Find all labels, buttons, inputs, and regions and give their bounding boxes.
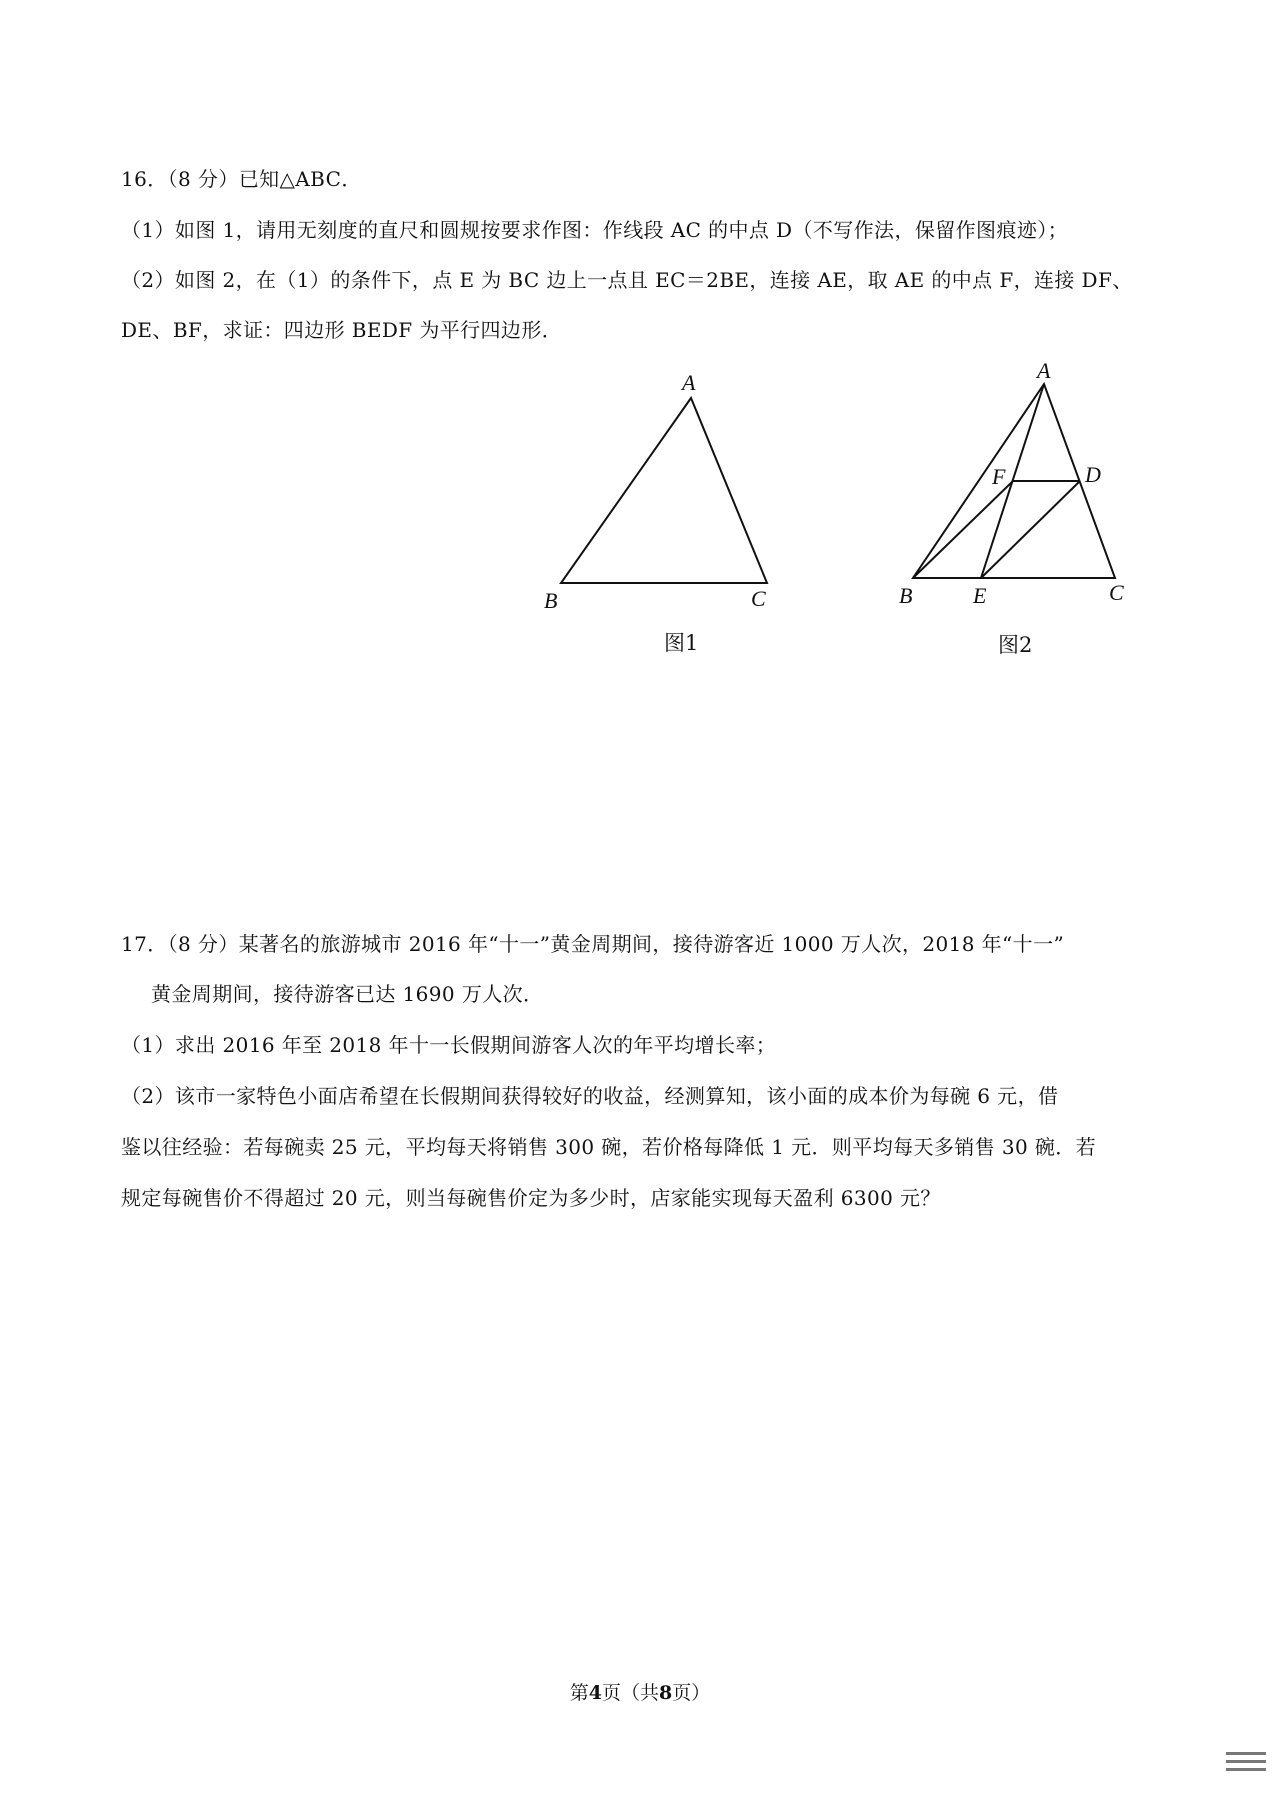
q17-part2-line3: 规定每碗售价不得超过 20 元，则当每碗售价定为多少时，店家能实现每天盈利 6300 元？	[121, 1186, 941, 1210]
figure2-label-b: B	[899, 583, 913, 608]
footer-page-number: 4	[588, 1682, 602, 1704]
figure1-label-a: A	[682, 370, 696, 395]
q17-part1: （1）求出 2016 年至 2018 年十一长假期间游客人次的年平均增长率；	[121, 1033, 777, 1057]
figure2-caption: 图2	[998, 633, 1033, 657]
figure2-label-f: F	[992, 464, 1006, 489]
q16-part1: （1）如图 1，请用无刻度的直尺和圆规按要求作图：作线段 AC 的中点 D（不写作法，保留作图痕迹）；	[121, 218, 1069, 242]
figure1-caption: 图1	[664, 631, 699, 655]
q17-part2-line1: （2）该市一家特色小面店希望在长假期间获得较好的收益，经测算知，该小面的成本价为每碗 6 元，借	[121, 1084, 1059, 1108]
figure2-label-a: A	[1037, 358, 1051, 383]
figure1-label-b: B	[544, 588, 558, 610]
page-footer	[0, 1678, 1280, 1705]
q17-stem-line1: 17．（8 分）某著名的旅游城市 2016 年“十一”黄金周期间，接待游客近 1000 万人次，2018 年“十一”	[121, 932, 1065, 956]
q16-stem: 16．（8 分）已知△ABC．	[121, 167, 362, 191]
figure1-label-c: C	[751, 586, 766, 610]
figure1-triangle	[530, 370, 780, 610]
footer-prefix: 第	[569, 1682, 589, 1704]
q16-part2-line1: （2）如图 2，在（1）的条件下，点 E 为 BC 边上一点且 EC＝2BE，连接 AE，取 AE 的中点 F，连接 DF、	[121, 268, 1133, 292]
footer-suffix: 页）	[672, 1682, 711, 1704]
figure2-label-c: C	[1109, 580, 1124, 605]
q17-stem-line2: 黄金周期间，接待游客已达 1690 万人次．	[151, 982, 544, 1006]
figure2-label-d: D	[1085, 462, 1101, 487]
q17-part2-line2: 鉴以往经验：若每碗卖 25 元，平均每天将销售 300 碗，若价格每降低 1 元．则平均每天多销售 30 碗．若	[121, 1135, 1097, 1159]
footer-middle: 页（共	[601, 1682, 659, 1704]
menu-lines-icon[interactable]	[1226, 1750, 1266, 1774]
q16-part2-line2: DE、BF，求证：四边形 BEDF 为平行四边形．	[121, 318, 563, 342]
figure2-label-e: E	[973, 583, 987, 608]
figure2-triangle	[885, 358, 1135, 608]
footer-total-pages: 8	[659, 1682, 673, 1704]
